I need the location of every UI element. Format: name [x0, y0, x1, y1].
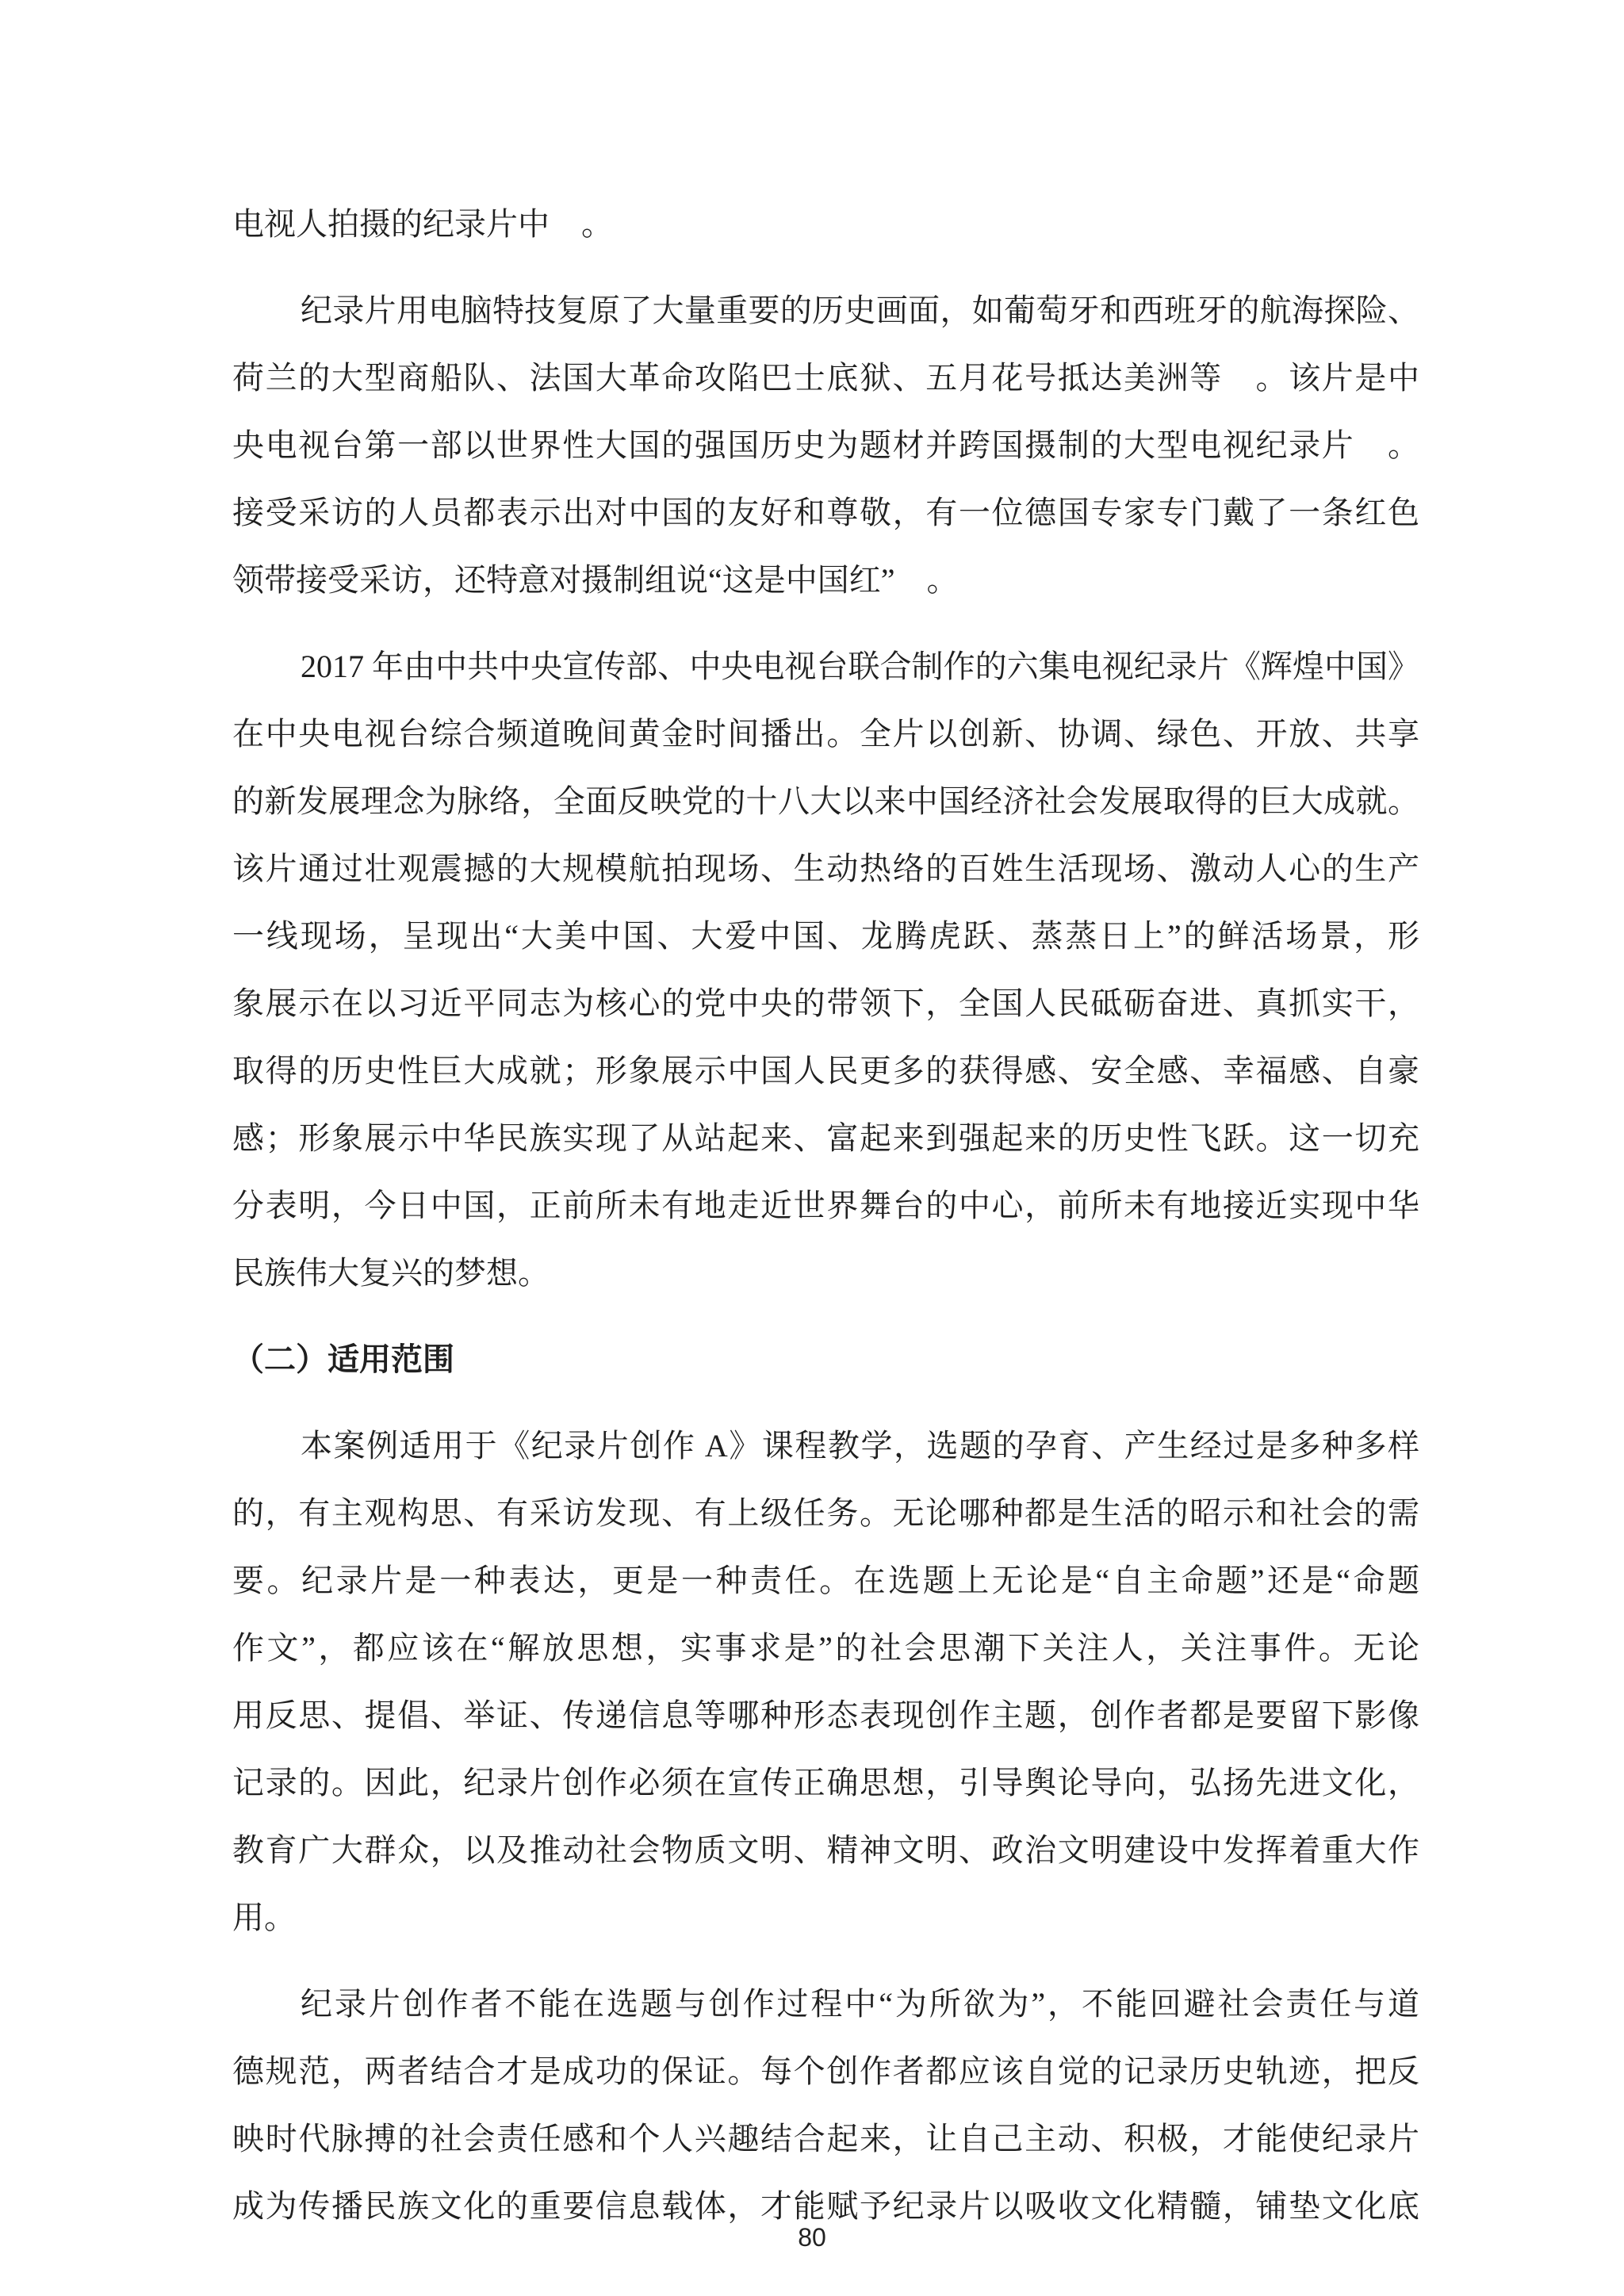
document-body	[232, 190, 1419, 2240]
text-line: 要。纪录片是一种表达，更是一种责任。在选题上无论是“自主命题”还是“命题	[232, 1563, 1419, 1598]
text-line: 本案例适用于《纪录片创作 A》课程教学，选题的孕育、产生经过是多种多样	[301, 1428, 1419, 1464]
text-line: 民族伟大复兴的梦想。	[232, 1255, 550, 1291]
text-line: 感；形象展示中华民族实现了从站起来、富起来到强起来的历史性飞跃。这一切充	[232, 1120, 1419, 1156]
text-line: 荷兰的大型商船队、法国大革命攻陷巴士底狱、五月花号抵达美洲等 。该片是中	[232, 360, 1419, 396]
paragraph-creator-responsibility	[232, 1970, 1419, 2240]
text-line: 纪录片创作者不能在选题与创作过程中“为所欲为”，不能回避社会责任与道	[301, 1986, 1419, 2022]
text-line: 分表明，今日中国，正前所未有地走近世界舞台的中心，前所未有地接近实现中华	[232, 1188, 1419, 1223]
text-line: 作文”，都应该在“解放思想，实事求是”的社会思潮下关注人，关注事件。无论	[232, 1630, 1419, 1666]
text-line: 在中央电视台综合频道晚间黄金时间播出。全片以创新、协调、绿色、开放、共享	[232, 716, 1419, 752]
text-line: 该片通过壮观震撼的大规模航拍现场、生动热络的百姓生活现场、激动人心的生产	[232, 851, 1419, 886]
text-line: 接受采访的人员都表示出对中国的友好和尊敬，有一位德国专家专门戴了一条红色	[232, 495, 1419, 530]
text-line: 映时代脉搏的社会责任感和个人兴趣结合起来，让自己主动、积极，才能使纪录片	[232, 2121, 1419, 2156]
text-line: 一线现场，呈现出“大美中国、大爱中国、龙腾虎跃、蒸蒸日上”的鲜活场景，形	[232, 918, 1419, 954]
text-line: 纪录片用电脑特技复原了大量重要的历史画面，如葡萄牙和西班牙的航海探险、	[301, 293, 1419, 328]
text-line: 的新发展理念为脉络，全面反映党的十八大以来中国经济社会发展取得的巨大成就。	[232, 783, 1419, 819]
text-line: 2017 年由中共中央宣传部、中央电视台联合制作的六集电视纪录片《辉煌中国》	[301, 649, 1419, 684]
text-line: 象展示在以习近平同志为核心的党中央的带领下，全国人民砥砺奋进、真抓实干，	[232, 985, 1419, 1021]
paragraph-continuation	[232, 190, 1419, 258]
text-line: 用反思、提倡、举证、传递信息等哪种形态表现创作主题，创作者都是要留下影像	[232, 1697, 1419, 1733]
text-line: 教育广大群众，以及推动社会物质文明、精神文明、政治文明建设中发挥着重大作	[232, 1832, 1419, 1868]
paragraph-huihuang-zhongguo	[232, 633, 1419, 1307]
text-line: 的，有主观构思、有采访发现、有上级任务。无论哪种都是生活的昭示和社会的需	[232, 1495, 1419, 1531]
page-number: 80	[798, 2223, 826, 2252]
text-line: 成为传播民族文化的重要信息载体，才能赋予纪录片以吸收文化精髓，铺垫文化底	[232, 2188, 1419, 2224]
text-line: 领带接受采访，还特意对摄制组说“这是中国红” 。	[232, 562, 959, 598]
text-line: 用。	[232, 1900, 296, 1935]
paragraph-documentary-cgi	[232, 277, 1419, 614]
text-line: 取得的历史性巨大成就；形象展示中国人民更多的获得感、安全感、幸福感、自豪	[232, 1053, 1419, 1089]
text-line: 记录的。因此，纪录片创作必须在宣传正确思想，引导舆论导向，弘扬先进文化，	[232, 1765, 1419, 1800]
section-heading-applicable-scope	[232, 1326, 1419, 1393]
text-line: 电视人拍摄的纪录片中 。	[232, 206, 613, 242]
text-line: 德规范，两者结合才是成功的保证。每个创作者都应该自觉的记录历史轨迹，把反	[232, 2053, 1419, 2089]
paragraph-course-application	[232, 1412, 1419, 1951]
text-line: 央电视台第一部以世界性大国的强国历史为题材并跨国摄制的大型电视纪录片 。	[232, 427, 1419, 463]
text-line: （二）适用范围	[232, 1341, 454, 1377]
